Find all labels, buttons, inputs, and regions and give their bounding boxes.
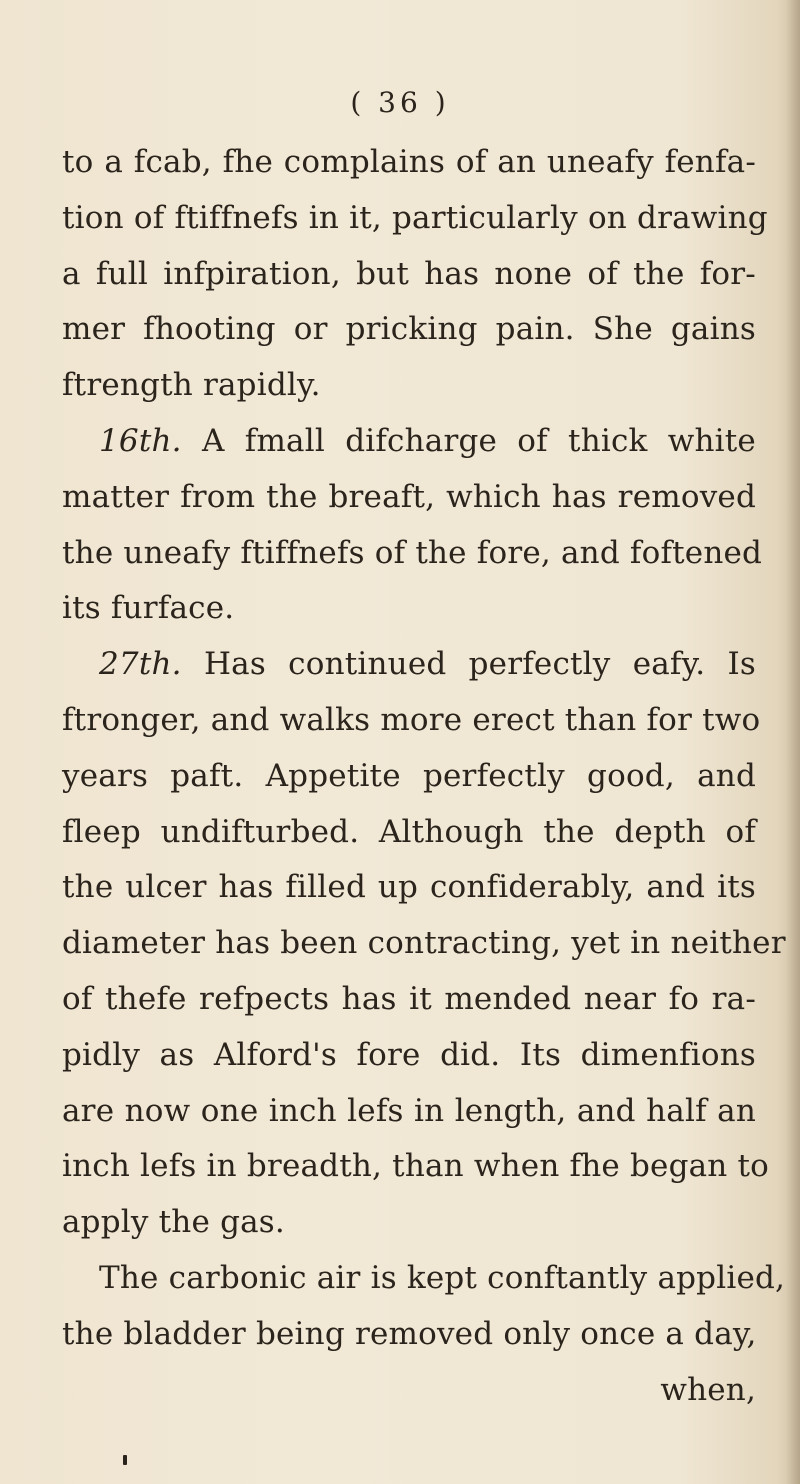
page-number: ( 36 ) bbox=[350, 86, 450, 119]
text-line: to a fcab, fhe complains of an uneafy fenfa- bbox=[62, 144, 756, 180]
ink-mark bbox=[123, 1455, 127, 1465]
text-line: inch lefs in breadth, than when fhe began to bbox=[62, 1148, 770, 1185]
entry-date-27: 27th. bbox=[99, 646, 182, 683]
entry-date-16: 16th. bbox=[99, 422, 182, 459]
text-line: of thefe refpects has it mended near fo ra- bbox=[62, 980, 756, 1017]
text-line: tion of ftiffnefs in it, particularly on drawing bbox=[62, 199, 768, 236]
entry-27-text: Has continued perfectly eafy. Is bbox=[203, 646, 756, 683]
text-line: a full infpiration, but has none of the for- bbox=[62, 255, 756, 292]
text-line: are now one inch lefs in length, and half an bbox=[62, 1092, 756, 1129]
catchword: when, bbox=[660, 1371, 756, 1408]
text-line: years paft. Appetite perfectly good, and bbox=[62, 757, 756, 794]
text-line: the uneafy ftiffnefs of the fore, and foftened bbox=[62, 534, 763, 571]
page-edge-shadow bbox=[786, 0, 800, 1484]
text-line: the ulcer has filled up confiderably, and its bbox=[62, 869, 756, 906]
text-line: its furface. bbox=[62, 590, 235, 627]
text-line: The carbonic air is kept conftantly applied, bbox=[99, 1259, 786, 1296]
text-line: apply the gas. bbox=[62, 1204, 285, 1241]
entry-27-first-line bbox=[62, 637, 756, 693]
text-line: fleep undifturbed. Although the depth of bbox=[62, 813, 756, 850]
text-line: ftronger, and walks more erect than for two bbox=[62, 701, 761, 738]
body-text bbox=[62, 135, 786, 1418]
text-line: ftrength rapidly. bbox=[62, 367, 321, 404]
entry-16-first-line bbox=[62, 414, 756, 470]
text-line: mer fhooting or pricking pain. She gains bbox=[62, 311, 756, 348]
text-line: diameter has been contracting, yet in neither bbox=[62, 925, 786, 962]
text-line: the bladder being removed only once a day, bbox=[62, 1315, 757, 1352]
entry-16-text: A fmall difcharge of thick white bbox=[201, 422, 756, 459]
text-line: matter from the breaft, which has removed bbox=[62, 478, 756, 515]
text-line: pidly as Alford's fore did. Its dimenfions bbox=[62, 1036, 756, 1073]
